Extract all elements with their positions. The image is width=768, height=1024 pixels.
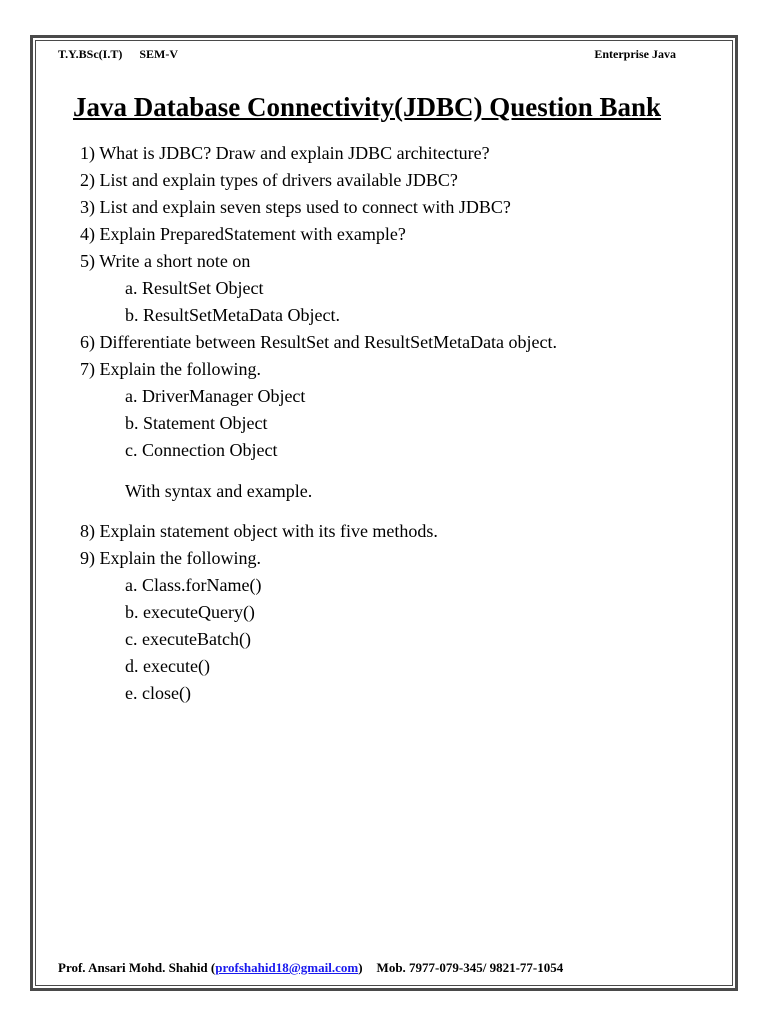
page-title: Java Database Connectivity(JDBC) Question Bank [72, 92, 662, 122]
sub-question-item [80, 680, 720, 707]
question-number: 9) [80, 548, 95, 568]
sub-question-item [80, 410, 720, 437]
sub-question-text: close() [142, 683, 191, 703]
sub-question-text: executeQuery() [143, 602, 255, 622]
footer-email-link[interactable]: profshahid18@gmail.com [215, 960, 359, 975]
question-text: Write a short note on [99, 251, 251, 271]
question-number: 7) [80, 359, 95, 379]
subject-label: Enterprise Java [594, 47, 676, 61]
sub-question-item [80, 572, 720, 599]
footer [58, 960, 563, 976]
course-label: T.Y.BSc(I.T) [58, 47, 123, 61]
question-text: Explain the following. [99, 548, 261, 568]
sub-question-letter: d. [125, 656, 139, 676]
question-number: 1) [80, 143, 95, 163]
sub-question-letter: e. [125, 683, 138, 703]
sub-question-text: execute() [143, 656, 210, 676]
question-text: Explain the following. [99, 359, 261, 379]
sub-question-letter: b. [125, 305, 139, 325]
sub-question-item [80, 302, 720, 329]
sub-question-letter: a. [125, 386, 138, 406]
question-text: Explain statement object with its five methods. [99, 521, 438, 541]
question-number: 5) [80, 251, 95, 271]
question-list [80, 140, 720, 707]
sub-question-text: DriverManager Object [142, 386, 306, 406]
question-text: List and explain types of drivers available JDBC? [99, 170, 458, 190]
question-note: With syntax and example. [125, 481, 313, 501]
sub-question-text: Class.forName() [142, 575, 262, 595]
semester-label: SEM-V [139, 47, 179, 61]
sub-question-text: Connection Object [142, 440, 278, 460]
header-left [58, 47, 178, 62]
sub-question-letter: a. [125, 575, 138, 595]
sub-question-letter: c. [125, 440, 138, 460]
question-item [80, 248, 720, 275]
question-item [80, 221, 720, 248]
question-item [80, 167, 720, 194]
sub-question-text: Statement Object [143, 413, 268, 433]
footer-mobile: Mob. 7977-079-345/ 9821-77-1054 [376, 960, 564, 975]
question-number: 8) [80, 521, 95, 541]
question-number: 2) [80, 170, 95, 190]
sub-question-item [80, 275, 720, 302]
sub-question-letter: b. [125, 602, 139, 622]
sub-question-item [80, 437, 720, 464]
question-number: 3) [80, 197, 95, 217]
question-item [80, 518, 720, 545]
sub-question-text: ResultSetMetaData Object. [143, 305, 340, 325]
sub-question-item [80, 653, 720, 680]
question-item [80, 194, 720, 221]
question-item [80, 356, 720, 383]
sub-question-letter: a. [125, 278, 138, 298]
sub-question-letter: c. [125, 629, 138, 649]
question-text: List and explain seven steps used to connect with JDBC? [99, 197, 511, 217]
sub-question-item [80, 599, 720, 626]
question-number: 6) [80, 332, 95, 352]
question-text: What is JDBC? Draw and explain JDBC architecture? [99, 143, 490, 163]
footer-author: Prof. Ansari Mohd. Shahid ( [58, 960, 216, 975]
question-text: Explain PreparedStatement with example? [99, 224, 406, 244]
sub-question-text: executeBatch() [142, 629, 251, 649]
question-item [80, 140, 720, 167]
sub-question-item [80, 626, 720, 653]
question-item [80, 329, 720, 356]
footer-close-paren: ) [358, 960, 363, 975]
question-item [80, 545, 720, 572]
question-text: Differentiate between ResultSet and ResultSetMetaData object. [99, 332, 558, 352]
question-number: 4) [80, 224, 95, 244]
sub-question-letter: b. [125, 413, 139, 433]
sub-question-item [80, 383, 720, 410]
sub-question-text: ResultSet Object [142, 278, 264, 298]
